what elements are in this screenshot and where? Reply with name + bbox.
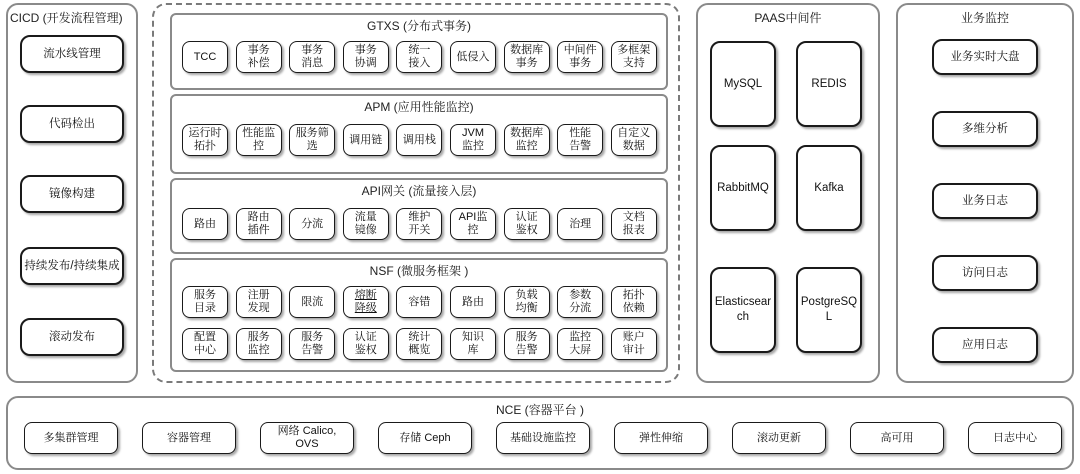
nsf-row2-item-4[interactable]: 认证 鉴权 xyxy=(343,328,389,360)
nsf-row2-item-8[interactable]: 监控 大屏 xyxy=(557,328,603,360)
nce-item-9[interactable]: 日志中心 xyxy=(968,422,1062,454)
nsf-row2-item-1[interactable]: 配置 中心 xyxy=(182,328,228,360)
nce-item-7[interactable]: 滚动更新 xyxy=(732,422,826,454)
gateway-item-4[interactable]: 流量 镜像 xyxy=(343,208,389,240)
nsf-row1-item-6[interactable]: 路由 xyxy=(450,286,496,318)
nce-item-2[interactable]: 容器管理 xyxy=(142,422,236,454)
nsf-title: NSF (微服务框架 ) xyxy=(369,264,469,278)
cicd-title: CICD (开发流程管理) xyxy=(10,11,123,25)
gateway-item-2[interactable]: 路由 插件 xyxy=(236,208,282,240)
apm-item-6[interactable]: JVM 监控 xyxy=(450,124,496,156)
gtxs-panel xyxy=(170,13,668,90)
gateway-item-6[interactable]: API监 控 xyxy=(450,208,496,240)
cicd-pipeline-management[interactable]: 流水线管理 xyxy=(20,35,124,73)
gateway-item-3[interactable]: 分流 xyxy=(289,208,335,240)
nsf-row1-item-2[interactable]: 注册 发现 xyxy=(236,286,282,318)
gtxs-item-3[interactable]: 事务 消息 xyxy=(289,41,335,73)
nce-title: NCE (容器平台 ) xyxy=(496,403,584,417)
biz-app-log[interactable]: 应用日志 xyxy=(932,327,1038,363)
nsf-row1-item-1[interactable]: 服务 目录 xyxy=(182,286,228,318)
paas-redis[interactable]: REDIS xyxy=(796,41,862,127)
nce-item-1[interactable]: 多集群管理 xyxy=(24,422,118,454)
nce-item-6[interactable]: 弹性伸缩 xyxy=(614,422,708,454)
gateway-item-1[interactable]: 路由 xyxy=(182,208,228,240)
gtxs-item-4[interactable]: 事务 协调 xyxy=(343,41,389,73)
gtxs-item-1[interactable]: TCC xyxy=(182,41,228,73)
nsf-row2-item-9[interactable]: 账户 审计 xyxy=(611,328,657,360)
nsf-row2-item-5[interactable]: 统计 概览 xyxy=(396,328,442,360)
nsf-row2-item-3[interactable]: 服务 告警 xyxy=(289,328,335,360)
nsf-row1-item-9[interactable]: 拓扑 依赖 xyxy=(611,286,657,318)
nsf-row1-item-3[interactable]: 限流 xyxy=(289,286,335,318)
apm-item-2[interactable]: 性能监 控 xyxy=(236,124,282,156)
cicd-rolling-release[interactable]: 滚动发布 xyxy=(20,318,124,356)
apm-item-7[interactable]: 数据库 监控 xyxy=(504,124,550,156)
paas-kafka[interactable]: Kafka xyxy=(796,145,862,231)
gateway-panel xyxy=(170,178,668,254)
paas-elasticsearch[interactable]: Elasticsear ch xyxy=(710,267,776,353)
paas-panel xyxy=(696,3,880,383)
nce-item-4[interactable]: 存储 Ceph xyxy=(378,422,472,454)
gtxs-item-7[interactable]: 数据库 事务 xyxy=(504,41,550,73)
nce-panel xyxy=(6,396,1074,470)
apm-item-3[interactable]: 服务筛 选 xyxy=(289,124,335,156)
apm-panel xyxy=(170,94,668,174)
nsf-row1-item-7[interactable]: 负载 均衡 xyxy=(504,286,550,318)
paas-rabbitmq[interactable]: RabbitMQ xyxy=(710,145,776,231)
apm-item-1[interactable]: 运行时 拓扑 xyxy=(182,124,228,156)
gateway-item-8[interactable]: 治理 xyxy=(557,208,603,240)
paas-mysql[interactable]: MySQL xyxy=(710,41,776,127)
biz-title: 业务监控 xyxy=(960,11,1009,25)
cicd-code-checkout[interactable]: 代码检出 xyxy=(20,105,124,143)
paas-title: PAAS中间件 xyxy=(754,11,822,25)
nsf-row1-item-4[interactable]: 熔断 降级 xyxy=(343,286,389,318)
apm-item-9[interactable]: 自定义 数据 xyxy=(611,124,657,156)
apm-item-8[interactable]: 性能 告警 xyxy=(557,124,603,156)
biz-business-log[interactable]: 业务日志 xyxy=(932,183,1038,219)
gtxs-item-8[interactable]: 中间件 事务 xyxy=(557,41,603,73)
gateway-item-7[interactable]: 认证 鉴权 xyxy=(504,208,550,240)
gtxs-item-9[interactable]: 多框架 支持 xyxy=(611,41,657,73)
nsf-row1-item-8[interactable]: 参数 分流 xyxy=(557,286,603,318)
nce-item-8[interactable]: 高可用 xyxy=(850,422,944,454)
gtxs-item-5[interactable]: 统一 接入 xyxy=(396,41,442,73)
gateway-title: API网关 (流量接入层) xyxy=(361,184,477,198)
biz-panel xyxy=(896,3,1074,383)
apm-item-4[interactable]: 调用链 xyxy=(343,124,389,156)
cicd-panel xyxy=(6,3,138,383)
nsf-row2-item-6[interactable]: 知识 库 xyxy=(450,328,496,360)
apm-title: APM (应用性能监控) xyxy=(364,100,474,114)
cicd-continuous-release[interactable]: 持续发布/持续集成 xyxy=(20,247,124,285)
gtxs-item-6[interactable]: 低侵入 xyxy=(450,41,496,73)
gtxs-title: GTXS (分布式事务) xyxy=(367,19,471,33)
nsf-row2-item-7[interactable]: 服务 告警 xyxy=(504,328,550,360)
biz-access-log[interactable]: 访问日志 xyxy=(932,255,1038,291)
nce-item-3[interactable]: 网络 Calico, OVS xyxy=(260,422,354,454)
nsf-row2-item-2[interactable]: 服务 监控 xyxy=(236,328,282,360)
gtxs-item-2[interactable]: 事务 补偿 xyxy=(236,41,282,73)
nce-item-5[interactable]: 基础设施监控 xyxy=(496,422,590,454)
apm-item-5[interactable]: 调用栈 xyxy=(396,124,442,156)
gateway-item-5[interactable]: 维护 开关 xyxy=(396,208,442,240)
biz-multidim-analysis[interactable]: 多维分析 xyxy=(932,111,1038,147)
nsf-panel xyxy=(170,258,668,372)
paas-postgresql[interactable]: PostgreSQ L xyxy=(796,267,862,353)
biz-realtime-dashboard[interactable]: 业务实时大盘 xyxy=(932,39,1038,75)
nsf-row1-item-5[interactable]: 容错 xyxy=(396,286,442,318)
gateway-item-9[interactable]: 文档 报表 xyxy=(611,208,657,240)
cicd-image-build[interactable]: 镜像构建 xyxy=(20,175,124,213)
